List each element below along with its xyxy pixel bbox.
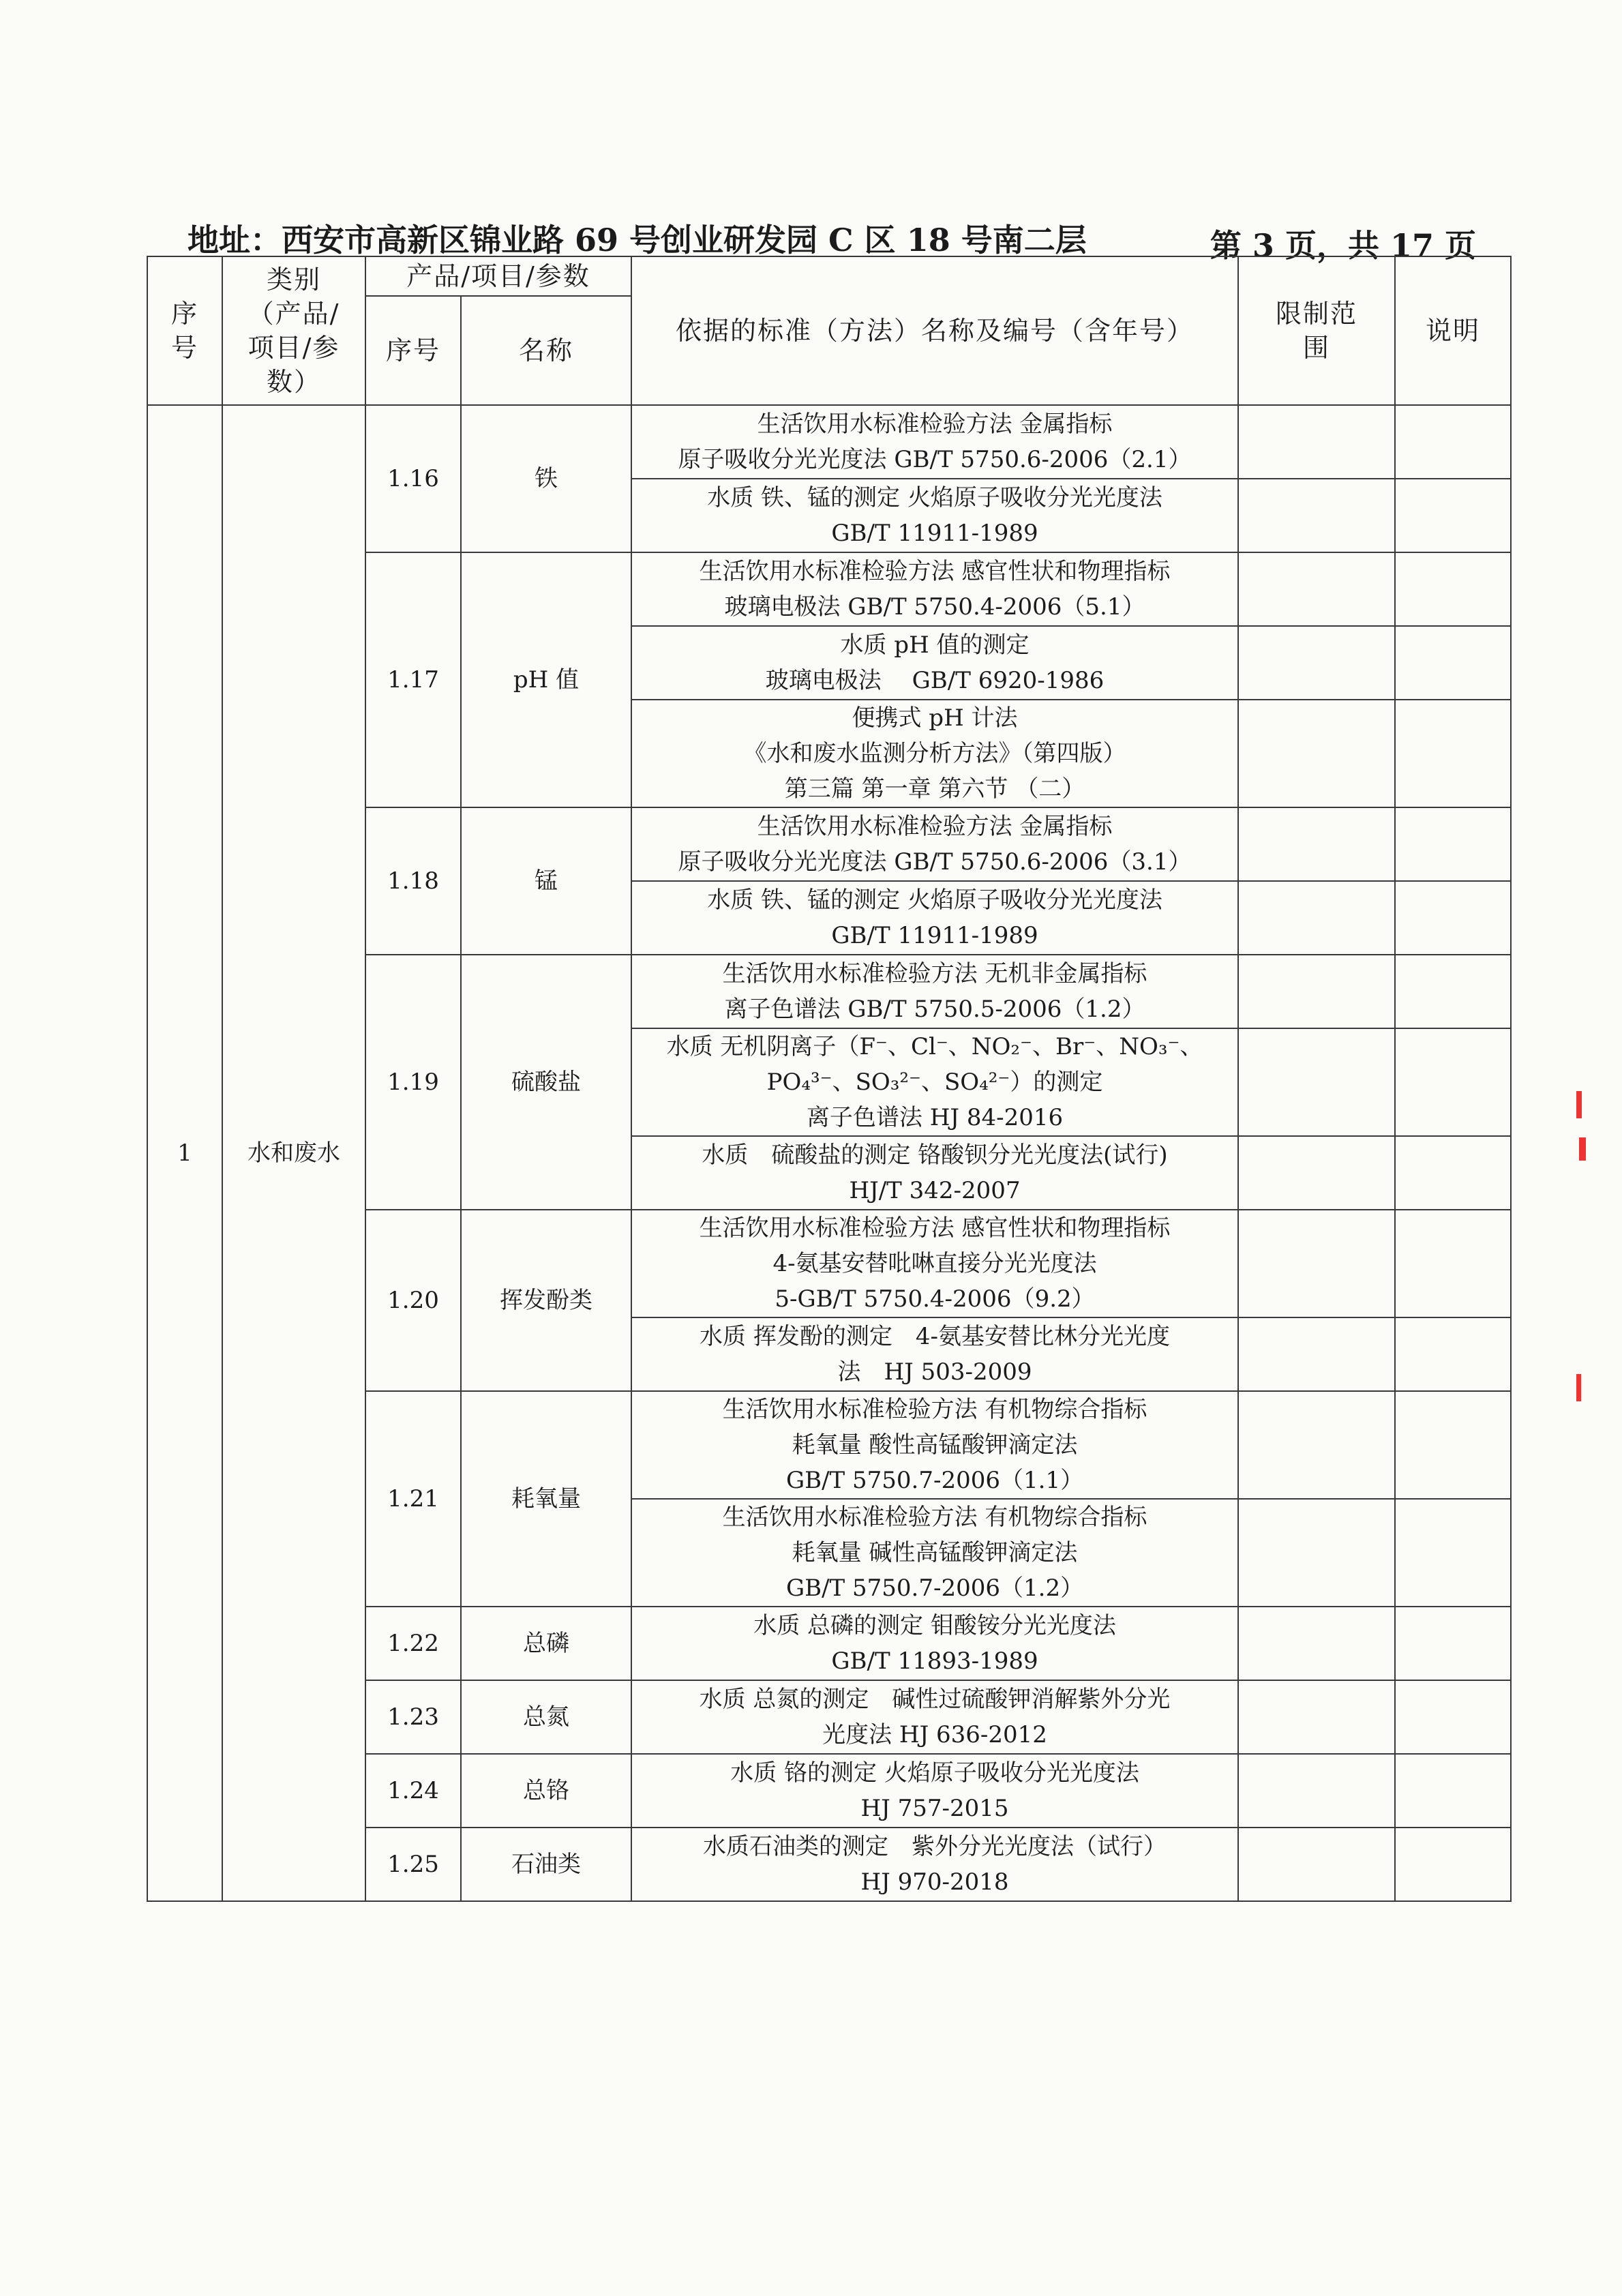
item-seq: 1.22 [365,1607,461,1680]
standard-method: 生活饮用水标准检验方法 有机物综合指标 耗氧量 酸性高锰酸钾滴定法 GB/T 5750.7-2006（1.1） [631,1391,1238,1499]
group-category: 水和废水 [222,405,365,1901]
limit-cell [1238,1754,1395,1828]
limit-cell [1238,1391,1395,1499]
standard-method: 生活饮用水标准检验方法 无机非金属指标 离子色谱法 GB/T 5750.5-2006（1.2） [631,955,1238,1028]
header-item-name: 名称 [461,296,631,405]
note-cell [1395,1210,1511,1317]
item-seq: 1.23 [365,1680,461,1754]
standard-method: 水质 挥发酚的测定 4-氨基安替比林分光光度 法 HJ 503-2009 [631,1317,1238,1391]
header-item-seq: 序号 [365,296,461,405]
standard-method: 生活饮用水标准检验方法 金属指标 原子吸收分光光度法 GB/T 5750.6-2006（2.1） [631,405,1238,479]
standards-table [147,256,1512,1902]
limit-cell [1238,1499,1395,1607]
note-cell [1395,807,1511,881]
item-seq: 1.24 [365,1754,461,1828]
standard-method: 生活饮用水标准检验方法 有机物综合指标 耗氧量 碱性高锰酸钾滴定法 GB/T 5750.7-2006（1.2） [631,1499,1238,1607]
header-product-group: 产品/项目/参数 [365,256,631,296]
header-category: 类别 （产品/ 项目/参 数） [222,256,365,405]
item-seq: 1.18 [365,807,461,955]
item-name: 挥发酚类 [461,1210,631,1391]
note-cell [1395,700,1511,807]
limit-cell [1238,405,1395,479]
red-stamp-mark [1576,1091,1582,1118]
item-seq: 1.21 [365,1391,461,1607]
item-name: 总磷 [461,1607,631,1680]
note-cell [1395,1607,1511,1680]
item-seq: 1.16 [365,405,461,552]
limit-cell [1238,1680,1395,1754]
limit-cell [1238,1317,1395,1391]
limit-cell [1238,479,1395,552]
limit-cell [1238,1136,1395,1210]
note-cell [1395,955,1511,1028]
note-cell [1395,1499,1511,1607]
limit-cell [1238,700,1395,807]
red-stamp-mark [1576,1374,1581,1401]
standard-method: 生活饮用水标准检验方法 感官性状和物理指标 玻璃电极法 GB/T 5750.4-2006（5.1） [631,552,1238,626]
note-cell [1395,1317,1511,1391]
item-seq: 1.25 [365,1828,461,1901]
address-text: 地址：西安市高新区锦业路 69 号创业研发园 C 区 18 号南二层 [187,222,1087,258]
limit-cell [1238,626,1395,700]
standard-method: 水质 总氮的测定 碱性过硫酸钾消解紫外分光 光度法 HJ 636-2012 [631,1680,1238,1754]
note-cell [1395,626,1511,700]
item-name: 总铬 [461,1754,631,1828]
limit-cell [1238,955,1395,1028]
note-cell [1395,881,1511,955]
note-cell [1395,1680,1511,1754]
item-name: 耗氧量 [461,1391,631,1607]
standard-method: 便携式 pH 计法 《水和废水监测分析方法》（第四版） 第三篇 第一章 第六节 （二） [631,700,1238,807]
item-name: 铁 [461,405,631,552]
header-note: 说明 [1395,256,1511,405]
red-stamp-mark [1579,1137,1586,1161]
page-number: 第 3 页，共 17 页 [1210,227,1476,264]
table-body [147,256,1511,1901]
standard-method: 水质石油类的测定 紫外分光光度法（试行） HJ 970-2018 [631,1828,1238,1901]
standard-method: 生活饮用水标准检验方法 感官性状和物理指标 4-氨基安替吡啉直接分光光度法 5-GB/T 5750.4-2006（9.2） [631,1210,1238,1317]
item-seq: 1.17 [365,552,461,807]
item-name: 硫酸盐 [461,955,631,1210]
note-cell [1395,479,1511,552]
standard-method: 水质 无机阴离子（F⁻、Cl⁻、NO₂⁻、Br⁻、NO₃⁻、 PO₄³⁻、SO₃²⁻、SO₄²⁻）的测定 离子色谱法 HJ 84-2016 [631,1028,1238,1136]
table-row [147,405,1511,479]
limit-cell [1238,807,1395,881]
group-seq: 1 [147,405,222,1901]
item-seq: 1.20 [365,1210,461,1391]
standard-method: 水质 总磷的测定 钼酸铵分光光度法 GB/T 11893-1989 [631,1607,1238,1680]
limit-cell [1238,1210,1395,1317]
limit-cell [1238,881,1395,955]
note-cell [1395,552,1511,626]
note-cell [1395,1391,1511,1499]
note-cell [1395,1136,1511,1210]
item-seq: 1.19 [365,955,461,1210]
limit-cell [1238,1028,1395,1136]
item-name: 石油类 [461,1828,631,1901]
note-cell [1395,1828,1511,1901]
standard-method: 水质 硫酸盐的测定 铬酸钡分光光度法(试行) HJ/T 342-2007 [631,1136,1238,1210]
header-seq: 序 号 [147,256,222,405]
header-limit: 限制范 围 [1238,256,1395,405]
standard-method: 水质 铁、锰的测定 火焰原子吸收分光光度法 GB/T 11911-1989 [631,479,1238,552]
limit-cell [1238,1607,1395,1680]
item-name: 锰 [461,807,631,955]
standard-method: 水质 铁、锰的测定 火焰原子吸收分光光度法 GB/T 11911-1989 [631,881,1238,955]
header-standard: 依据的标准（方法）名称及编号（含年号） [631,256,1238,405]
item-name: 总氮 [461,1680,631,1754]
note-cell [1395,1754,1511,1828]
standard-method: 水质 pH 值的测定 玻璃电极法 GB/T 6920-1986 [631,626,1238,700]
note-cell [1395,1028,1511,1136]
item-name: pH 值 [461,552,631,807]
limit-cell [1238,552,1395,626]
note-cell [1395,405,1511,479]
standard-method: 水质 铬的测定 火焰原子吸收分光光度法 HJ 757-2015 [631,1754,1238,1828]
standard-method: 生活饮用水标准检验方法 金属指标 原子吸收分光光度法 GB/T 5750.6-2006（3.1） [631,807,1238,881]
limit-cell [1238,1828,1395,1901]
